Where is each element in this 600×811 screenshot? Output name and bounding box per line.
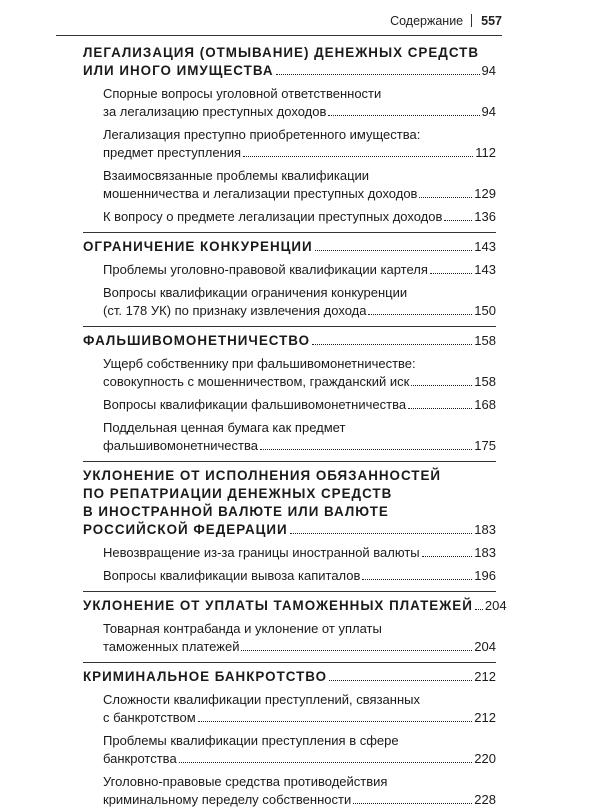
toc-entry[interactable]	[83, 352, 496, 393]
dot-leader	[422, 556, 473, 557]
toc-page-number: 228	[474, 792, 496, 807]
toc-line	[103, 638, 496, 656]
toc-entry[interactable]	[83, 258, 496, 281]
toc-entry-text: Вопросы квалификации фальшивомонетничества	[103, 397, 407, 412]
toc-page-number: 136	[474, 209, 496, 224]
dot-leader	[444, 220, 472, 221]
toc-entry[interactable]	[83, 770, 496, 811]
section-heading-text: ПО РЕПАТРИАЦИИ ДЕНЕЖНЫХ СРЕДСТВ	[83, 486, 393, 501]
section-heading-text: ЛЕГАЛИЗАЦИЯ (ОТМЫВАНИЕ) ДЕНЕЖНЫХ СРЕДСТВ	[83, 45, 480, 60]
toc-line	[103, 709, 496, 727]
toc-entry-text: с банкротством	[103, 710, 196, 725]
section-heading-text: УКЛОНЕНИЕ ОТ УПЛАТЫ ТАМОЖЕННЫХ ПЛАТЕЖЕЙ	[83, 598, 473, 613]
dot-leader	[368, 314, 472, 315]
toc-entry-text: за легализацию преступных доходов	[103, 104, 327, 119]
toc-page-number: 212	[474, 710, 496, 725]
toc-page-number: 175	[474, 438, 496, 453]
toc-section	[83, 461, 496, 587]
toc-entry[interactable]	[83, 281, 496, 322]
toc-entry[interactable]	[83, 617, 496, 658]
toc-entry-text: (ст. 178 УК) по признаку извлечения дохода	[103, 303, 367, 318]
table-of-contents	[83, 42, 507, 811]
toc-entry-text: Взаимосвязанные проблемы квалификации	[103, 168, 370, 183]
toc-line	[83, 597, 507, 615]
toc-line	[103, 261, 496, 279]
toc-line	[83, 521, 496, 539]
toc-section	[83, 591, 507, 658]
header-separator	[471, 14, 472, 27]
dot-leader	[243, 156, 473, 157]
running-header-title: Содержание	[390, 14, 464, 28]
toc-line	[103, 750, 496, 768]
toc-page-number: 168	[474, 397, 496, 412]
toc-page-number: 158	[474, 374, 496, 389]
toc-entry[interactable]	[83, 205, 496, 228]
dot-leader	[312, 344, 472, 345]
toc-section	[83, 42, 496, 228]
dot-leader	[362, 579, 472, 580]
section-heading[interactable]	[83, 42, 496, 82]
toc-line	[103, 544, 496, 562]
toc-entry-text: Поддельная ценная бумага как предмет	[103, 420, 346, 435]
toc-page-number: 143	[474, 239, 496, 254]
section-heading[interactable]	[83, 465, 496, 541]
toc-line	[83, 62, 496, 80]
toc-page-number: 150	[474, 303, 496, 318]
toc-line	[103, 302, 496, 320]
toc-page-number: 183	[474, 545, 496, 560]
toc-line	[103, 185, 496, 203]
toc-page-number: 220	[474, 751, 496, 766]
toc-page-number: 94	[481, 63, 496, 78]
dot-leader	[353, 803, 472, 804]
toc-line	[103, 437, 496, 455]
toc-entry-text: Вопросы квалификации ограничения конкуренции	[103, 285, 408, 300]
toc-entry-text: Товарная контрабанда и уклонение от уплаты	[103, 621, 382, 636]
section-heading-text: РОССИЙСКОЙ ФЕДЕРАЦИИ	[83, 522, 288, 537]
toc-page-number: 143	[474, 262, 496, 277]
toc-page-number: 158	[474, 333, 496, 348]
toc-entry[interactable]	[83, 729, 496, 770]
dot-leader	[430, 273, 472, 274]
toc-entry-text: Легализация преступно приобретенного имущества:	[103, 127, 421, 142]
section-heading[interactable]	[83, 330, 496, 352]
dot-leader	[260, 449, 472, 450]
toc-entry-text: Спорные вопросы уголовной ответственности	[103, 86, 382, 101]
toc-entry-text: таможенных платежей	[103, 639, 240, 654]
dot-leader	[411, 385, 472, 386]
dot-leader	[408, 408, 472, 409]
running-header	[56, 14, 502, 28]
toc-line	[103, 396, 496, 414]
toc-line	[103, 208, 496, 226]
toc-entry-text: Невозвращение из-за границы иностранной валюты	[103, 545, 420, 560]
dot-leader	[290, 533, 473, 534]
dot-leader	[329, 680, 472, 681]
toc-entry-text: Проблемы уголовно-правовой квалификации картеля	[103, 262, 428, 277]
toc-page-number: 196	[474, 568, 496, 583]
toc-line	[103, 373, 496, 391]
dot-leader	[328, 115, 479, 116]
toc-page-number: 129	[474, 186, 496, 201]
toc-line	[103, 144, 496, 162]
section-heading[interactable]	[83, 236, 496, 258]
toc-entry[interactable]	[83, 393, 496, 416]
toc-entry-text: Сложности квалификации преступлений, связанных	[103, 692, 420, 707]
section-heading-text: В ИНОСТРАННОЙ ВАЛЮТЕ ИЛИ ВАЛЮТЕ	[83, 504, 389, 519]
toc-entry[interactable]	[83, 123, 496, 164]
toc-page-number: 212	[474, 669, 496, 684]
toc-entry[interactable]	[83, 416, 496, 457]
dot-leader	[419, 197, 472, 198]
toc-line	[83, 668, 496, 686]
toc-entry-text: К вопросу о предмете легализации преступных доходов	[103, 209, 443, 224]
toc-entry[interactable]	[83, 564, 496, 587]
dot-leader	[179, 762, 473, 763]
toc-entry[interactable]	[83, 82, 496, 123]
toc-page-number: 183	[474, 522, 496, 537]
section-heading-text: УКЛОНЕНИЕ ОТ ИСПОЛНЕНИЯ ОБЯЗАННОСТЕЙ	[83, 468, 442, 483]
toc-entry-text: предмет преступления	[103, 145, 242, 160]
dot-leader	[241, 650, 472, 651]
toc-entry-text: банкротства	[103, 751, 177, 766]
toc-section	[83, 326, 496, 457]
toc-page-number: 112	[475, 145, 496, 160]
section-heading-text: ИЛИ ИНОГО ИМУЩЕСТВА	[83, 63, 274, 78]
section-heading-text: ОГРАНИЧЕНИЕ КОНКУРЕНЦИИ	[83, 239, 313, 254]
section-heading-text: ФАЛЬШИВОМОНЕТНИЧЕСТВО	[83, 333, 311, 348]
toc-entry-text: мошенничества и легализации преступных доходов	[103, 186, 418, 201]
page-number: 557	[481, 14, 502, 28]
toc-entry-text: Ущерб собственнику при фальшивомонетничестве:	[103, 356, 416, 371]
toc-page-number: 204	[474, 639, 496, 654]
toc-line	[103, 103, 496, 121]
header-rule	[56, 35, 502, 36]
toc-line	[83, 332, 496, 350]
section-heading[interactable]	[83, 595, 507, 617]
section-heading[interactable]	[83, 666, 496, 688]
toc-entry-text: Проблемы квалификации преступления в сфере	[103, 733, 399, 748]
toc-section	[83, 232, 496, 322]
toc-page-number: 204	[484, 598, 507, 613]
toc-entry-text: криминальному переделу собственности	[103, 792, 352, 807]
toc-entry-text: Вопросы квалификации вывоза капиталов	[103, 568, 361, 583]
toc-entry[interactable]	[83, 688, 496, 729]
toc-line	[103, 791, 496, 809]
toc-entry-text: фальшивомонетничества	[103, 438, 258, 453]
dot-leader	[475, 609, 483, 610]
toc-page-number: 94	[481, 104, 496, 119]
toc-section	[83, 662, 496, 811]
toc-entry[interactable]	[83, 164, 496, 205]
toc-entry[interactable]	[83, 541, 496, 564]
toc-entry-text: совокупность с мошенничеством, гражданский иск	[103, 374, 410, 389]
dot-leader	[198, 721, 473, 722]
section-heading-text: КРИМИНАЛЬНОЕ БАНКРОТСТВО	[83, 669, 328, 684]
toc-line	[83, 238, 496, 256]
dot-leader	[276, 74, 480, 75]
dot-leader	[315, 250, 473, 251]
toc-entry-text: Уголовно-правовые средства противодействия	[103, 774, 388, 789]
toc-line	[103, 567, 496, 585]
